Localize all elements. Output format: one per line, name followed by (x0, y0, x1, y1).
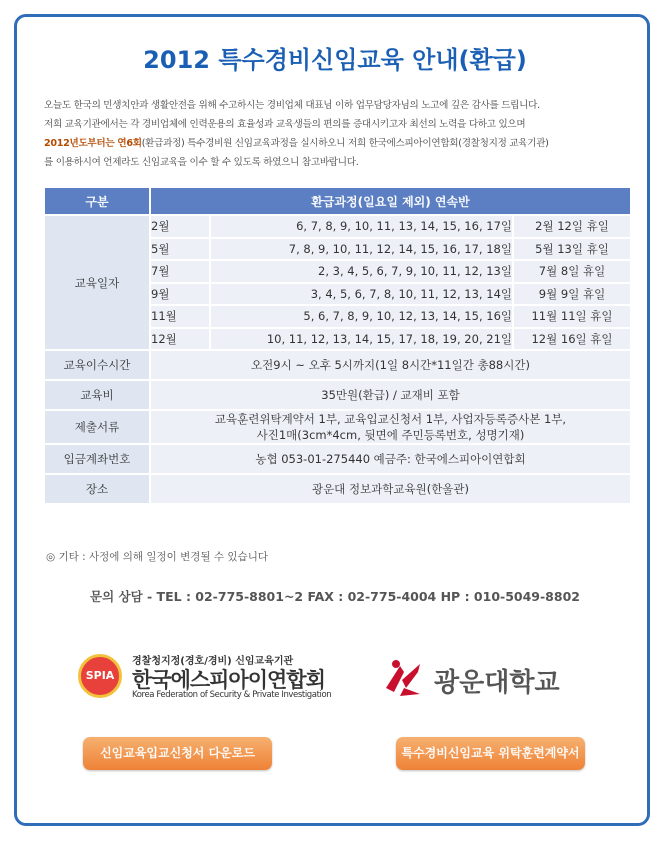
header-course: 환급과정(일요일 제외) 연속반 (151, 188, 630, 214)
spia-subtitle: 경찰청지정(경호/경비) 신임교육기관 (132, 656, 294, 667)
month-cell: 2월 (151, 216, 209, 237)
header-category: 구분 (45, 188, 149, 214)
holiday-cell: 2월 12일 휴일 (514, 216, 630, 237)
dates-cell: 7, 8, 9, 10, 11, 12, 14, 15, 16, 17, 18일 (211, 239, 512, 260)
account-value: 농협 053-01-275440 예금주: 한국에스피아이연합회 (151, 445, 630, 473)
contact-info: 문의 상담 - TEL : 02-775-8801~2 FAX : 02-775-4004 HP : 010-5049-8802 (90, 589, 580, 604)
hours-value: 오전9시 ~ 오후 5시까지(1일 8시간*11일간 총88시간) (151, 351, 630, 379)
month-cell: 7월 (151, 261, 209, 282)
account-label: 입금계좌번호 (45, 445, 149, 473)
download-application-button[interactable]: 신임교육입교신청서 다운로드 (83, 737, 272, 770)
download-contract-button[interactable]: 특수경비신임교육 위탁훈련계약서 (396, 737, 585, 770)
intro-text (44, 96, 644, 172)
intro-line-rest: (환급과정) 특수경비원 신임교육과정을 실시하오니 저희 한국에스피아이연합회(경찰청지정 교육기관) (141, 138, 549, 149)
dates-cell: 5, 6, 7, 8, 9, 10, 12, 13, 14, 15, 16일 (211, 306, 512, 327)
holiday-cell: 7월 8일 휴일 (514, 261, 630, 282)
holiday-cell: 5월 13일 휴일 (514, 239, 630, 260)
month-cell: 5월 (151, 239, 209, 260)
dates-cell: 3, 4, 5, 6, 7, 8, 10, 11, 12, 13, 14일 (211, 284, 512, 305)
fee-label: 교육비 (45, 381, 149, 409)
month-cell: 9월 (151, 284, 209, 305)
docs-label: 제출서류 (45, 411, 149, 443)
docs-line: 사진1매(3cm*4cm, 뒷면에 주민등록번호, 성명기재) (256, 428, 525, 442)
month-cell: 12월 (151, 329, 209, 350)
kwangwoon-emblem-icon (380, 658, 426, 698)
kwangwoon-logo (380, 656, 600, 700)
schedule-table (43, 186, 632, 505)
table-row (45, 381, 630, 409)
table-row (45, 216, 630, 237)
holiday-cell: 9월 9일 휴일 (514, 284, 630, 305)
note-text: ◎ 기타 : 사정에 의해 일정이 변경될 수 있습니다 (46, 551, 268, 563)
docs-value (151, 411, 630, 443)
place-value: 광운대 정보과학교육원(한울관) (151, 475, 630, 503)
table-row (45, 411, 630, 443)
spia-logo (78, 650, 358, 706)
hours-label: 교육이수시간 (45, 351, 149, 379)
table-row (45, 351, 630, 379)
fee-value: 35만원(환급) / 교재비 포함 (151, 381, 630, 409)
dates-cell: 6, 7, 8, 9, 10, 11, 13, 14, 15, 16, 17일 (211, 216, 512, 237)
holiday-cell: 12월 16일 휴일 (514, 329, 630, 350)
dates-cell: 10, 11, 12, 13, 14, 15, 17, 18, 19, 20, 21일 (211, 329, 512, 350)
dates-cell: 2, 3, 4, 5, 6, 7, 9, 10, 11, 12, 13일 (211, 261, 512, 282)
schedule-label: 교육일자 (45, 216, 149, 349)
intro-line: 오늘도 한국의 민생치안과 생활안전을 위해 수고하시는 경비업체 대표님 이하 업무담당자님의 노고에 깊은 감사를 드립니다. (44, 100, 540, 111)
intro-line (44, 134, 644, 153)
spia-english-name: Korea Federation of Security & Private Investigation (132, 690, 332, 700)
docs-line: 교육훈련위탁계약서 1부, 교육입교신청서 1부, 사업자등록증사본 1부, (214, 412, 567, 426)
intro-line: 저희 교육기관에서는 각 경비업체에 인력운용의 효율성과 교육생들의 편의를 증대시키고자 최선의 노력을 다하고 있으며 (44, 119, 526, 130)
page-title: 2012 특수경비신임교육 안내(환급) (143, 46, 527, 74)
table-header-row (45, 188, 630, 214)
holiday-cell: 11월 11일 휴일 (514, 306, 630, 327)
place-label: 장소 (45, 475, 149, 503)
intro-highlight: 2012년도부터는 연6회 (44, 138, 142, 149)
spia-badge-icon: SPIA (78, 654, 122, 698)
intro-line: 를 이용하시여 언제라도 신임교육을 이수 할 수 있도록 하였으니 참고바랍니다. (44, 157, 359, 168)
table-row (45, 445, 630, 473)
spia-name: 한국에스피아이연합회 (132, 668, 325, 692)
month-cell: 11월 (151, 306, 209, 327)
table-row (45, 475, 630, 503)
kwangwoon-name: 광운대학교 (434, 668, 560, 698)
